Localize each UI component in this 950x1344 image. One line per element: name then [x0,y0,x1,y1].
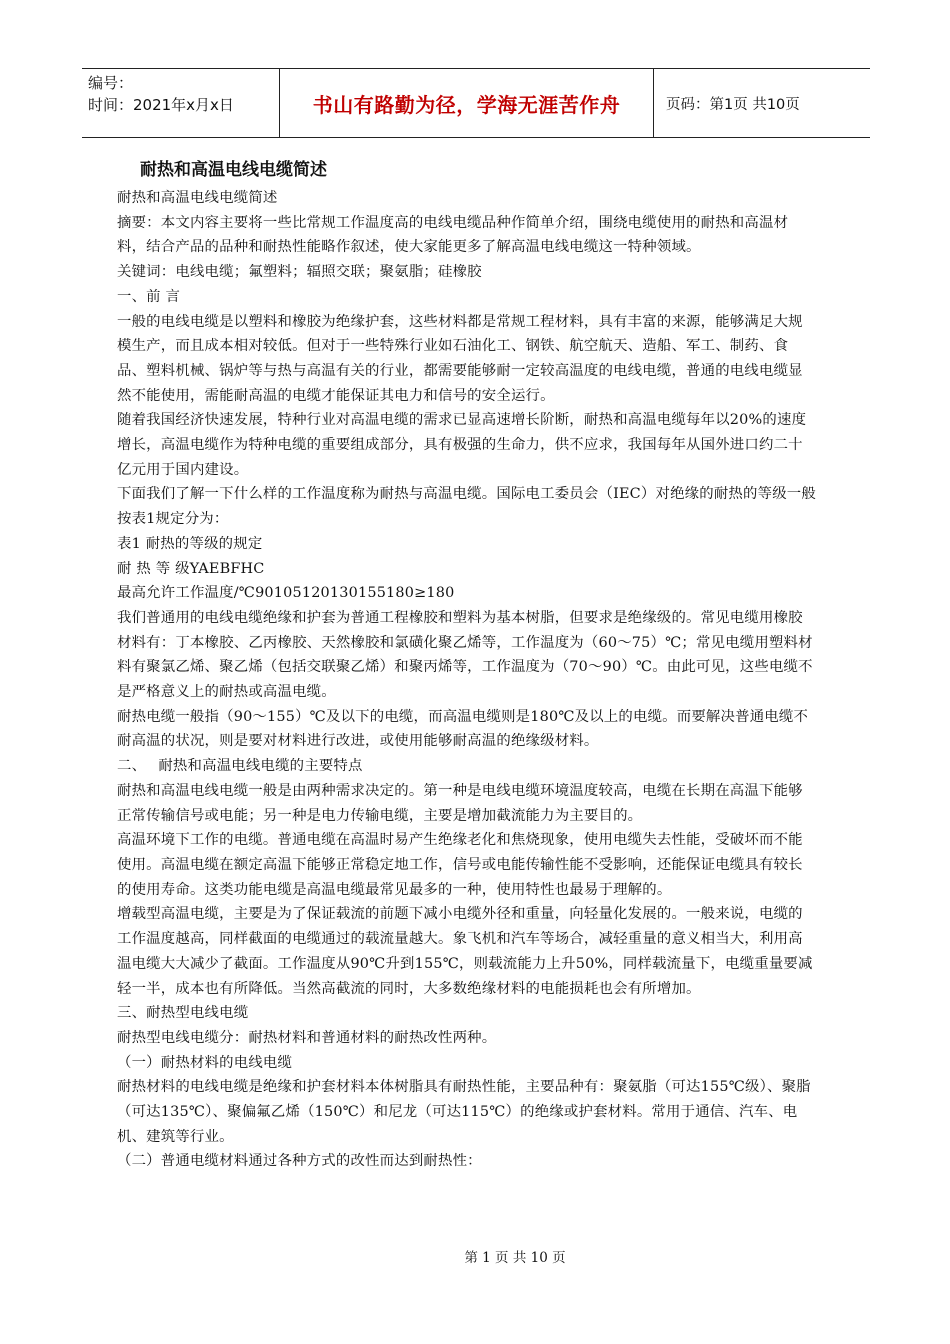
header-meta [82,69,280,137]
document-date-label: 时间：2021年x月x日 [88,96,234,114]
header-motto: 书山有路勤为径，学海无涯苦作舟 [280,69,654,137]
paragraph: 关键词：电线电缆；氟塑料；辐照交联；聚氨脂；硅橡胶 [117,264,482,281]
paragraph: 我们普通用的电线电缆绝缘和护套为普通工程橡胶和塑料为基本树脂，但要求是绝缘级的。常见电缆用橡胶材料有：丁本橡胶、乙丙橡胶、天然橡胶和氯磺化聚乙烯等，工作温度为（60～75）℃；常见电缆用塑料材料有聚氯乙烯、聚乙烯（包括交联聚乙烯）和聚丙烯等，工作温度为（70～90）℃。由此可见，这些电缆不是严格意义上的耐热或高温电缆。 [117,609,813,701]
paragraph: 随着我国经济快速发展，特种行业对高温电缆的需求已显高速增长阶断，耐热和高温电缆每年以20%的速度增长，高温电缆作为特种电缆的重要组成部分，具有极强的生命力，供不应求，我国每年从国外进口约二十亿元用于国内建设。 [117,412,807,478]
paragraph: 一般的电线电缆是以塑料和橡胶为绝缘护套，这些材料都是常规工程材料，具有丰富的来源，能够满足大规模生产，而且成本相对较低。但对于一些特殊行业如石油化工、钢铁、航空航天、造船、军工、制药、食品、塑料机械、锅炉等与热与高温有关的行业，都需要能够耐一定较高温度的电线电缆，普通的电线电缆显然不能使用，需能耐高温的电缆才能保证其电力和信号的安全运行。 [117,313,803,404]
paragraph: 耐热和高温电线电缆一般是由两种需求决定的。第一种是电线电缆环境温度较高，电缆在长期在高温下能够正常传输信号或电能；另一种是电力传输电缆，主要是增加截流能力为主要目的。 [117,782,803,824]
document-body [117,158,817,1174]
footer-page-number: 第 1 页 共 10 页 [464,1250,566,1266]
paragraph: 表1 耐热的等级的规定 [117,535,263,552]
paragraph: 耐热和高温电线电缆简述 [117,190,278,206]
paragraph: 耐热材料的电线电缆是绝缘和护套材料本体树脂具有耐热性能，主要品种有：聚氨脂（可达155℃级）、聚脂（可达135℃）、聚偏氟乙烯（150℃）和尼龙（可达115℃）的绝缘或护套材料。常用于通信、汽车、电机、建筑等行业。 [117,1079,811,1145]
paragraph: 一、前 言 [117,288,181,305]
paragraph: 耐热电缆一般指（90～155）℃及以下的电缆，而高温电缆则是180℃及以上的电缆。而要解决普通电缆不耐高温的状况，则是要对材料进行改进，或使用能够耐高温的绝缘级材料。 [117,708,809,750]
paragraph: 高温环境下工作的电缆。普通电缆在高温时易产生绝缘老化和焦烧现象，使用电缆失去性能，受破坏而不能使用。高温电缆在额定高温下能够正常稳定地工作，信号或电能传输性能不受影响，还能保证电缆具有较长的使用寿命。这类功能电缆是高温电缆最常见最多的一种，使用特性也最易于理解的。 [117,832,803,898]
paragraph: 最高允许工作温度/℃90105120130155180≥180 [117,585,455,602]
paragraph: 耐 热 等 级YAEBFHC [117,560,265,577]
paragraph: 增载型高温电缆，主要是为了保证载流的前题下减小电缆外径和重量，向轻量化发展的。一般来说，电缆的工作温度越高，同样截面的电缆通过的载流量越大。象飞机和汽车等场合，减轻重量的意义相当大，利用高温电缆大大减少了截面。工作温度从90℃升到155℃，则载流能力上升50%，同样载流量下，电缆重量要减轻一半，成本也有所降低。当然高截流的同时，大多数绝缘材料的电能损耗也会有所增加。 [117,906,813,997]
page-footer [0,1246,950,1266]
paragraph: 下面我们了解一下什么样的工作温度称为耐热与高温电缆。国际电工委员会（IEC）对绝缘的耐热的等级一般按表1规定分为： [117,486,816,528]
paragraph: 摘要：本文内容主要将一些比常规工作温度高的电线电缆品种作简单介绍，围绕电缆使用的耐热和高温材料，结合产品的品种和耐热性能略作叙述，使大家能更多了解高温电线电缆这一特种领域。 [117,214,789,256]
header-page-label: 页码：第1页 共10页 [666,96,800,113]
document-title: 耐热和高温电线电缆简述 [140,160,327,180]
page-header [82,68,870,138]
document-number-label: 编号： [88,74,134,92]
paragraph: 二、 耐热和高温电线电缆的主要特点 [117,758,363,775]
paragraph: （二）普通电缆材料通过各种方式的改性而达到耐热性： [117,1153,482,1170]
paragraph: 耐热型电线电缆分：耐热材料和普通材料的耐热改性两种。 [117,1029,497,1046]
paragraph: 三、耐热型电线电缆 [117,1005,249,1022]
paragraph-list [117,186,817,1174]
paragraph: （一）耐热材料的电线电缆 [117,1054,293,1071]
